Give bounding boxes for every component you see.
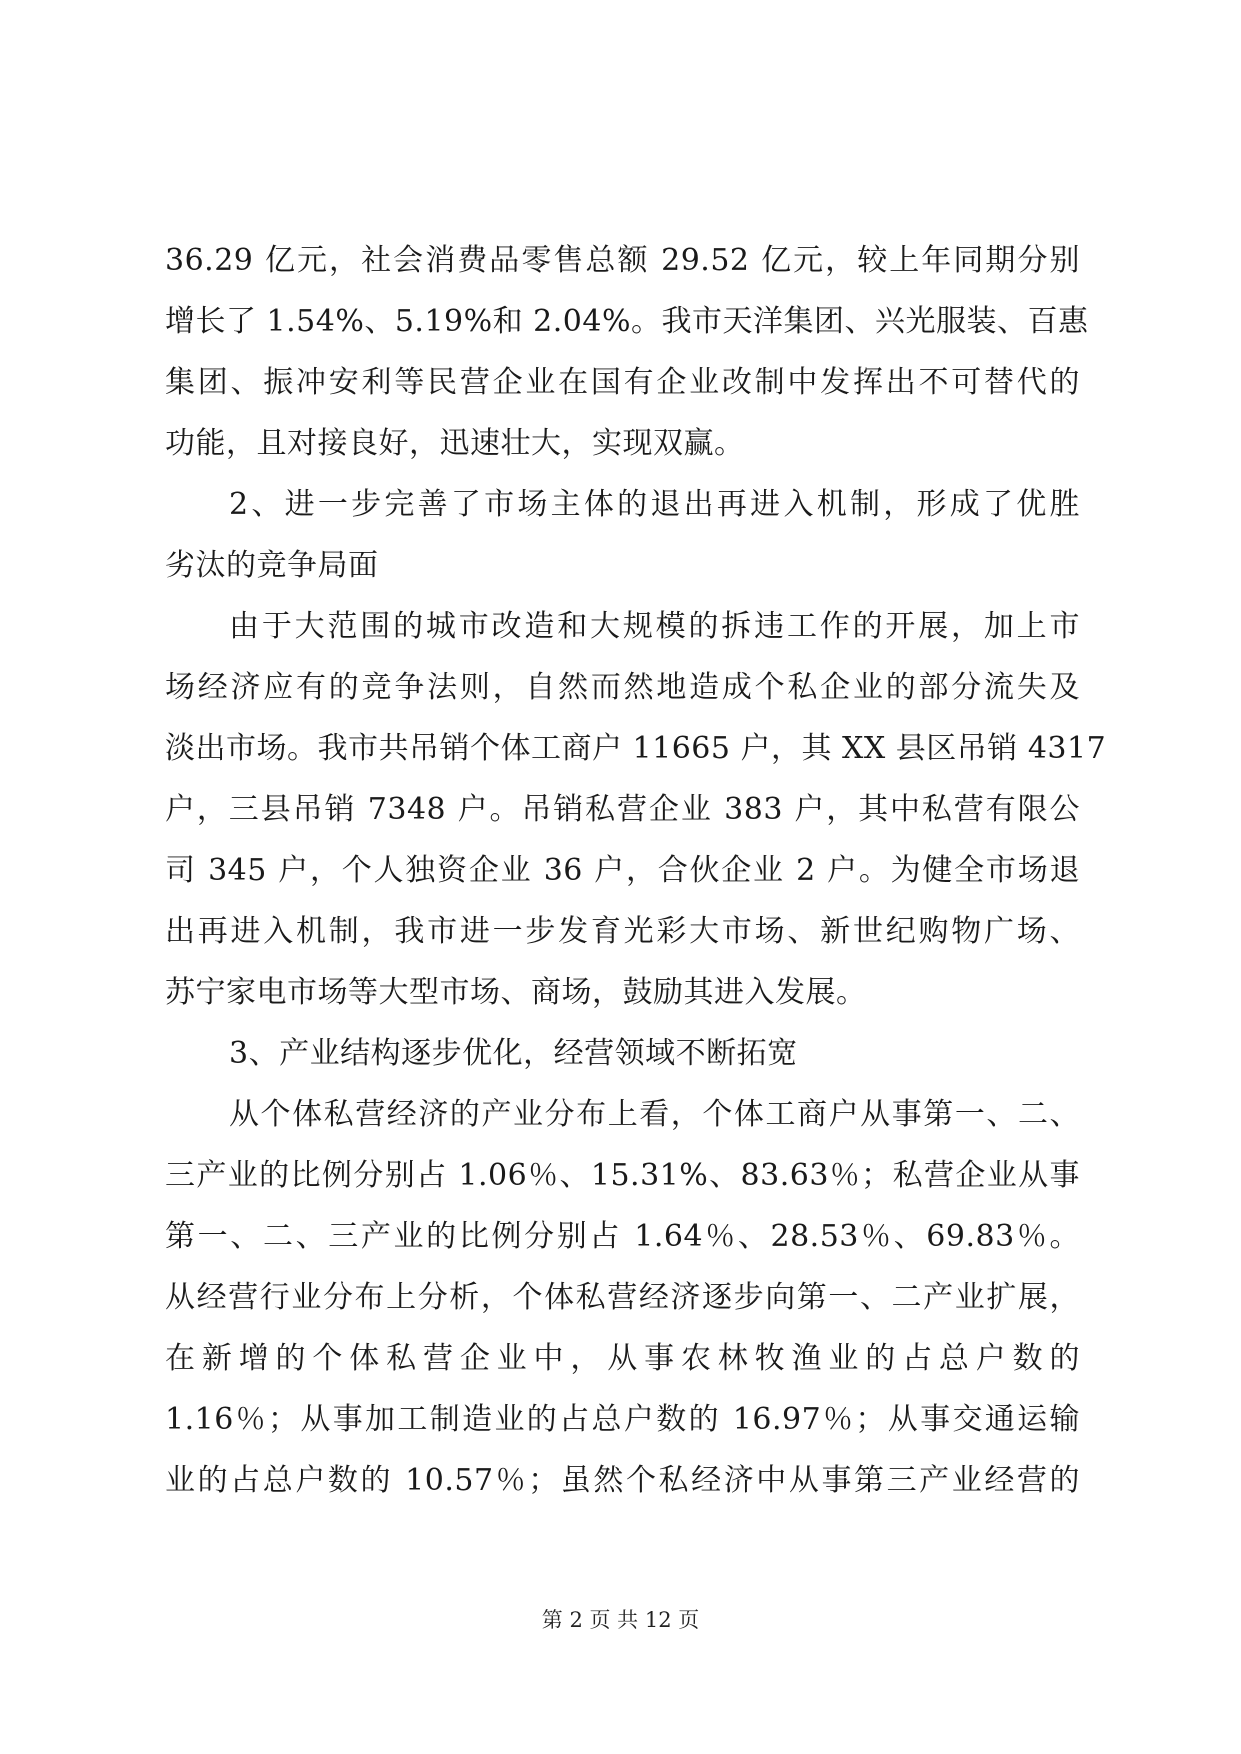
text-line: 在新增的个体私营企业中，从事农林牧渔业的占总户数的 <box>165 1341 1080 1376</box>
section-heading: 劣汰的竞争局面 <box>165 548 379 583</box>
text-line: 由于大范围的城市改造和大规模的拆违工作的开展，加上市 <box>229 609 1080 644</box>
text-line: 集团、振冲安利等民营企业在国有企业改制中发挥出不可替代的 <box>165 365 1080 400</box>
text-line: 司 345 户，个人独资企业 36 户，合伙企业 2 户。为健全市场退 <box>165 853 1080 888</box>
text-line: 功能，且对接良好，迅速壮大，实现双赢。 <box>165 426 745 461</box>
text-line: 户，三县吊销 7348 户。吊销私营企业 383 户，其中私营有限公 <box>165 792 1080 827</box>
section-heading: 3、产业结构逐步优化，经营领域不断拓宽 <box>229 1036 798 1071</box>
text-line: 场经济应有的竞争法则，自然而然地造成个私企业的部分流失及 <box>165 670 1080 705</box>
text-line: 从个体私营经济的产业分布上看，个体工商户从事第一、二、 <box>229 1097 1080 1132</box>
text-line: 第一、二、三产业的比例分别占 1.64％、28.53％、69.83％。 <box>165 1219 1080 1254</box>
section-heading: 2、进一步完善了市场主体的退出再进入机制，形成了优胜 <box>229 487 1080 522</box>
text-line: 苏宁家电市场等大型市场、商场，鼓励其进入发展。 <box>165 975 867 1010</box>
page-number-footer: 第 2 页 共 12 页 <box>541 1608 700 1632</box>
text-line: 36.29 亿元，社会消费品零售总额 29.52 亿元，较上年同期分别 <box>165 243 1080 278</box>
text-line: 1.16％；从事加工制造业的占总户数的 16.97％；从事交通运输 <box>165 1402 1080 1437</box>
text-line: 淡出市场。我市共吊销个体工商户 11665 户，其 XX 县区吊销 4317 <box>165 731 1107 766</box>
text-line: 业的占总户数的 10.57％；虽然个私经济中从事第三产业经营的 <box>165 1463 1080 1498</box>
text-line: 增长了 1.54%、5.19%和 2.04%。我市天洋集团、兴光服装、百惠 <box>165 304 1089 339</box>
body-text <box>165 230 1107 1511</box>
text-line: 出再进入机制，我市进一步发育光彩大市场、新世纪购物广场、 <box>165 914 1080 949</box>
text-line: 三产业的比例分别占 1.06％、15.31%、83.63％；私营企业从事 <box>165 1158 1080 1193</box>
text-line: 从经营行业分布上分析，个体私营经济逐步向第一、二产业扩展， <box>165 1280 1080 1315</box>
